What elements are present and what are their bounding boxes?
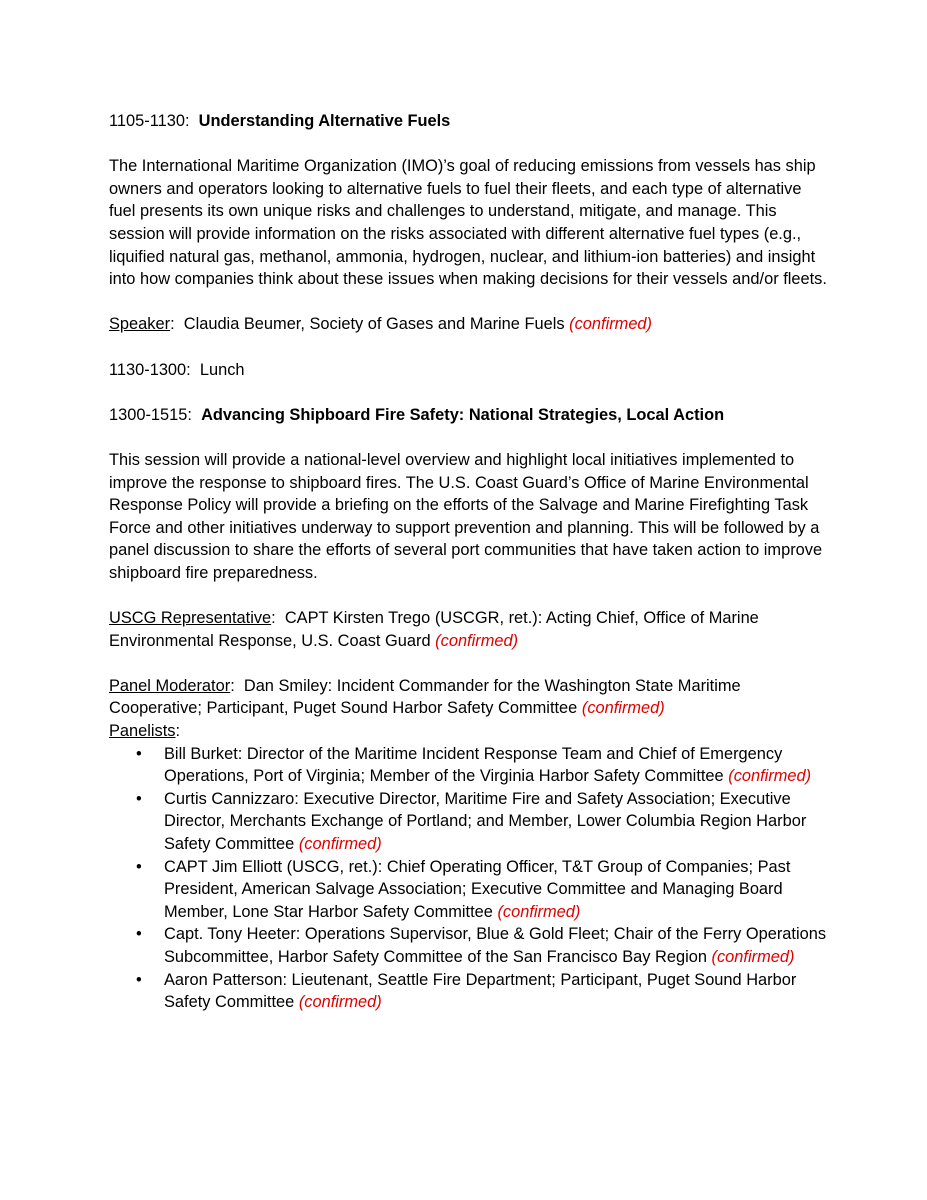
bullet-icon: • [136, 970, 142, 989]
list-item [109, 856, 829, 924]
panelist-text: Bill Burket: Director of the Maritime Incident Response Team and Chief of Emergency Operations, Port of Virginia; Member of the Virginia Harbor Safety Committee [164, 744, 783, 786]
panelist-text: Capt. Tony Heeter: Operations Supervisor, Blue & Gold Fleet; Chair of the Ferry Operations Subcommittee, Harbor Safety Committee of the San Francisco Bay Region [164, 925, 827, 966]
speaker-status: (confirmed) [569, 315, 653, 334]
session2-title: Advancing Shipboard Fire Safety: National Strategies, Local Action [201, 405, 725, 424]
lunch-title: Lunch [199, 360, 245, 379]
moderator-status: (confirmed) [581, 699, 665, 718]
panelist-text: Curtis Cannizzaro: Executive Director, Maritime Fire and Safety Association; Executive Director, Merchants Exchange of Portland; and Member, Lower Columbia Region Harbor Safety Committee [164, 789, 807, 853]
bullet-icon: • [136, 744, 142, 763]
session2-heading [109, 404, 829, 427]
session2-time: 1300-1515: [109, 405, 192, 424]
panelist-status: (confirmed) [298, 993, 382, 1012]
list-item [109, 788, 829, 856]
session1-description: The International Maritime Organization (IMO)’s goal of reducing emissions from vessels has ship owners and operators looking to alternative fuels to fuel their fleets, and each type of alternative fuel presents its own unique risks and challenges to understand, mitigate, and manage. This session will provide information on the risks associated with different alternative fuel types (e.g., liquified natural gas, methanol, ammonia, hydrogen, nuclear, and lithium-ion batteries) and insight into how companies think about these issues when making decisions for their vessels and/or fleets. [109, 157, 827, 289]
panelist-status: (confirmed) [728, 767, 812, 786]
speaker-label: Speaker [109, 315, 171, 334]
panelist-text: Aaron Patterson: Lieutenant, Seattle Fire Department; Participant, Puget Sound Harbor Safety Committee [164, 970, 797, 1012]
list-item [109, 969, 829, 1014]
panelists-heading: Panelists: [109, 722, 181, 741]
bullet-icon: • [136, 789, 142, 808]
session1-speaker: Speaker: Claudia Beumer, Society of Gases and Marine Fuels (confirmed) [109, 315, 653, 334]
speaker-name: Claudia Beumer, Society of Gases and Marine Fuels [183, 315, 565, 334]
list-item [109, 923, 829, 968]
session2-description: This session will provide a national-level overview and highlight local initiatives implemented to improve the response to shipboard fires. The U.S. Coast Guard’s Office of Marine Environmental Response Policy will provide a briefing on the efforts of the Salvage and Marine Firefighting Task Force and other initiatives underway to support prevention and planning. This will be followed by a panel discussion to share the efforts of several port communities that have taken action to improve shipboard fire preparedness. [109, 450, 823, 582]
session2-representative: USCG Representative: CAPT Kirsten Trego (USCGR, ret.): Acting Chief, Office of Marine Environmental Response, U.S. Coast Guard (confirmed) [109, 609, 759, 650]
panelists-list [109, 743, 829, 1014]
list-item [109, 743, 829, 788]
representative-label: USCG Representative [109, 609, 272, 628]
panelists-label: Panelists [109, 722, 176, 741]
session1-time: 1105-1130: [109, 112, 190, 130]
moderator-label: Panel Moderator [109, 676, 231, 695]
panelist-status: (confirmed) [711, 947, 795, 966]
session1-heading [109, 110, 829, 133]
moderator-text: Dan Smiley: Incident Commander for the Washington State Maritime Cooperative; Participant, Puget Sound Harbor Safety Committee [109, 676, 741, 718]
bullet-icon: • [136, 925, 142, 944]
representative-status: (confirmed) [435, 631, 519, 650]
lunch-heading [109, 359, 829, 382]
representative-text: CAPT Kirsten Trego (USCGR, ret.): Acting Chief, Office of Marine Environmental Response, U.S. Coast Guard [109, 609, 759, 650]
panelist-status: (confirmed) [497, 902, 581, 921]
panelist-status: (confirmed) [298, 835, 382, 853]
session1-title: Understanding Alternative Fuels [198, 112, 451, 130]
panelist-text: CAPT Jim Elliott (USCG, ret.): Chief Operating Officer, T&T Group of Companies; Past President, American Salvage Association; Executive Committee and Managing Board Member, Lone Star Harbor Safety Committee [164, 857, 791, 921]
bullet-icon: • [136, 857, 142, 876]
agenda-page [109, 110, 829, 1014]
lunch-time: 1130-1300: [109, 360, 191, 379]
session2-moderator: Panel Moderator: Dan Smiley: Incident Commander for the Washington State Maritime Cooperative; Participant, Puget Sound Harbor Safety Committee (confirmed) [109, 676, 741, 718]
